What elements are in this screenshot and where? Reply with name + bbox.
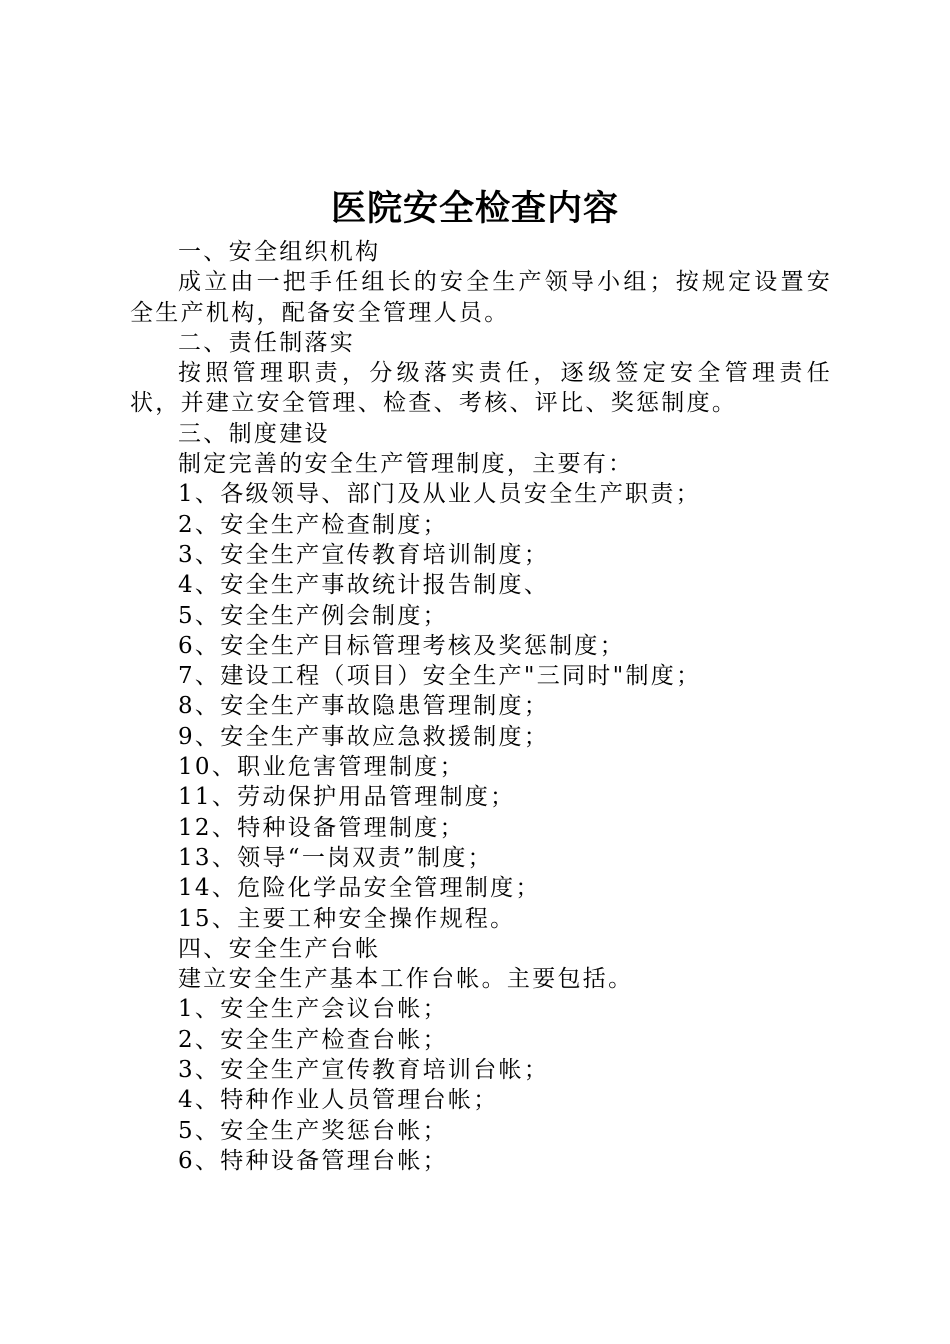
list-item: 8、安全生产事故隐患管理制度； (178, 693, 550, 720)
list-item: 15、主要工种安全操作规程。 (178, 905, 516, 932)
document-body (130, 237, 832, 1176)
section-heading: 二、责任制落实 (178, 329, 356, 356)
list-item: 3、安全生产宣传教育培训台帐； (178, 1057, 550, 1084)
list-item: 10、职业危害管理制度； (178, 754, 465, 781)
list-item: 5、安全生产奖惩台帐； (178, 1117, 448, 1144)
list-item: 1、安全生产会议台帐； (178, 996, 448, 1023)
list-item: 2、安全生产检查制度； (178, 511, 448, 538)
section-heading: 三、制度建设 (178, 420, 330, 447)
list-item: 7、建设工程（项目）安全生产"三同时"制度； (178, 663, 702, 690)
list-item: 2、安全生产检查台帐； (178, 1026, 448, 1053)
list-item: 5、安全生产例会制度； (178, 602, 448, 629)
section-paragraph: 成立由一把手任组长的安全生产领导小组；按规定设置安全生产机构，配备安全管理人员。 (130, 269, 832, 326)
list-item: 4、特种作业人员管理台帐； (178, 1087, 499, 1114)
section-intro: 建立安全生产基本工作台帐。主要包括。 (178, 966, 634, 993)
section-heading: 四、安全生产台帐 (178, 935, 381, 962)
list-item: 6、特种设备管理台帐； (178, 1147, 448, 1174)
list-item: 4、安全生产事故统计报告制度、 (178, 572, 550, 599)
document-title: 医院安全检查内容 (330, 188, 619, 229)
list-item: 12、特种设备管理制度； (178, 814, 465, 841)
list-item: 1、各级领导、部门及从业人员安全生产职责； (178, 481, 701, 508)
section-intro: 制定完善的安全生产管理制度，主要有： (178, 451, 634, 478)
list-item: 3、安全生产宣传教育培训制度； (178, 541, 550, 568)
section-heading: 一、安全组织机构 (178, 239, 381, 265)
list-item: 11、劳动保护用品管理制度； (178, 784, 516, 811)
list-item: 13、领导“一岗双责”制度； (178, 844, 493, 871)
section-paragraph: 按照管理职责，分级落实责任，逐级签定安全管理责任状，并建立安全管理、检查、考核、评比、奖惩制度。 (130, 360, 832, 417)
list-item: 9、安全生产事故应急救援制度； (178, 723, 550, 750)
list-item: 14、危险化学品安全管理制度； (178, 875, 541, 902)
list-item: 6、安全生产目标管理考核及奖惩制度； (178, 632, 626, 659)
